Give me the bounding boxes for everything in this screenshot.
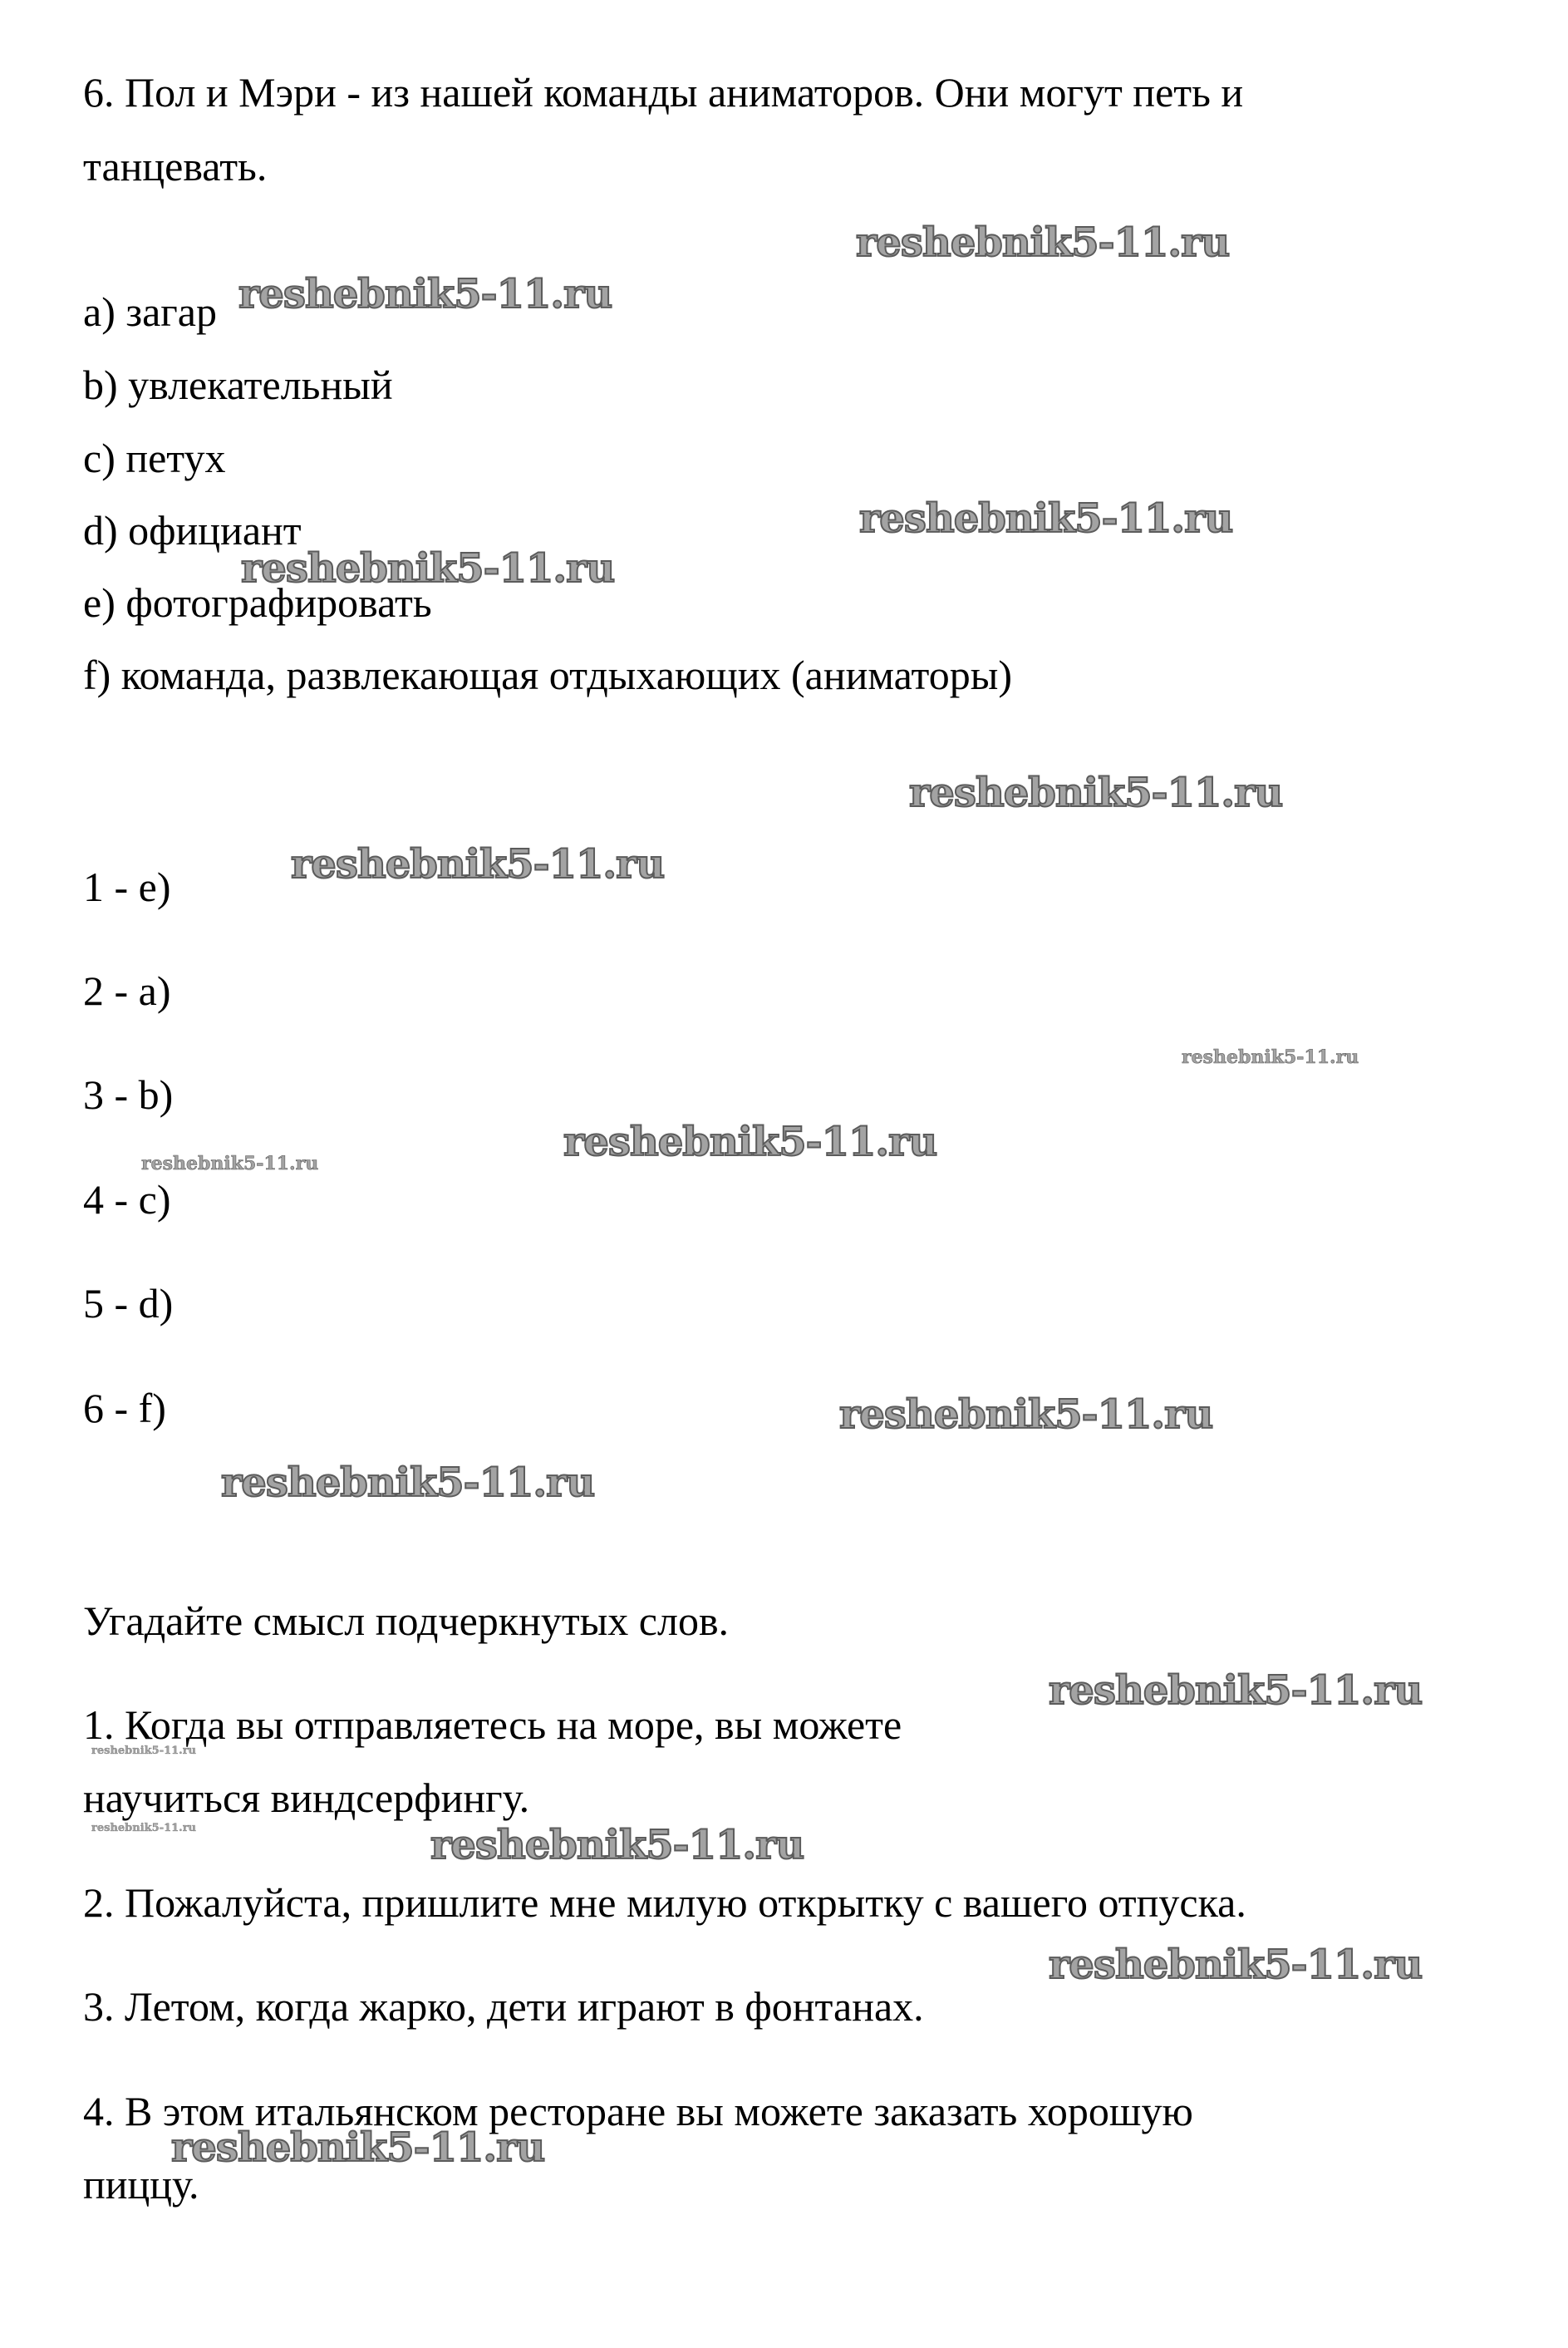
answer-5: 5 - d)	[83, 1280, 174, 1327]
watermark: reshebnik5-11.ru	[241, 545, 615, 592]
guess-item1-line2: научиться виндсерфингу.	[83, 1775, 530, 1821]
definition-b: b) увлекательный	[83, 362, 393, 408]
guess-item4-line2: пиццу.	[83, 2161, 199, 2208]
watermark: reshebnik5-11.ru	[291, 841, 665, 888]
watermark: reshebnik5-11.ru	[839, 1391, 1213, 1438]
watermark: reshebnik5-11.ru	[91, 1822, 197, 1834]
watermark: reshebnik5-11.ru	[238, 271, 612, 317]
watermark: reshebnik5-11.ru	[859, 495, 1233, 542]
watermark: reshebnik5-11.ru	[1049, 1942, 1423, 1988]
watermark: reshebnik5-11.ru	[563, 1119, 937, 1165]
answer-2: 2 - a)	[83, 967, 171, 1014]
guess-section-title: Угадайте смысл подчеркнутых слов.	[83, 1597, 730, 1644]
definition-f: f) команда, развлекающая отдыхающих (аниматоры)	[83, 652, 1012, 698]
definition-a: a) загар	[83, 288, 217, 335]
definition-d: d) официант	[83, 507, 302, 554]
answer-6: 6 - f)	[83, 1385, 166, 1431]
watermark: reshebnik5-11.ru	[221, 1460, 595, 1506]
watermark: reshebnik5-11.ru	[430, 1822, 804, 1868]
answer-3: 3 - b)	[83, 1071, 174, 1118]
watermark: reshebnik5-11.ru	[171, 2124, 545, 2171]
guess-item3: 3. Летом, когда жарко, дети играют в фонтанах.	[83, 1983, 924, 2030]
watermark: reshebnik5-11.ru	[141, 1153, 319, 1174]
definition-c: c) петух	[83, 435, 226, 481]
watermark: reshebnik5-11.ru	[1182, 1046, 1359, 1068]
task6-intro-line1: 6. Пол и Мэри - из нашей команды аниматоров. Они могут петь и	[83, 69, 1244, 116]
watermark: reshebnik5-11.ru	[909, 770, 1283, 816]
guess-item1-line1: 1. Когда вы отправляетесь на море, вы можете	[83, 1701, 902, 1748]
watermark: reshebnik5-11.ru	[91, 1745, 197, 1757]
answer-4: 4 - c)	[83, 1176, 171, 1223]
definition-e: e) фотографировать	[83, 579, 432, 626]
answer-1: 1 - e)	[83, 864, 171, 910]
guess-item2: 2. Пожалуйста, пришлите мне милую открытку с вашего отпуска.	[83, 1879, 1246, 1926]
task6-intro-line2: танцевать.	[83, 143, 268, 190]
guess-item4-line1: 4. В этом итальянском ресторане вы можете заказать хорошую	[83, 2088, 1193, 2134]
watermark: reshebnik5-11.ru	[1049, 1667, 1423, 1714]
watermark: reshebnik5-11.ru	[856, 219, 1230, 266]
